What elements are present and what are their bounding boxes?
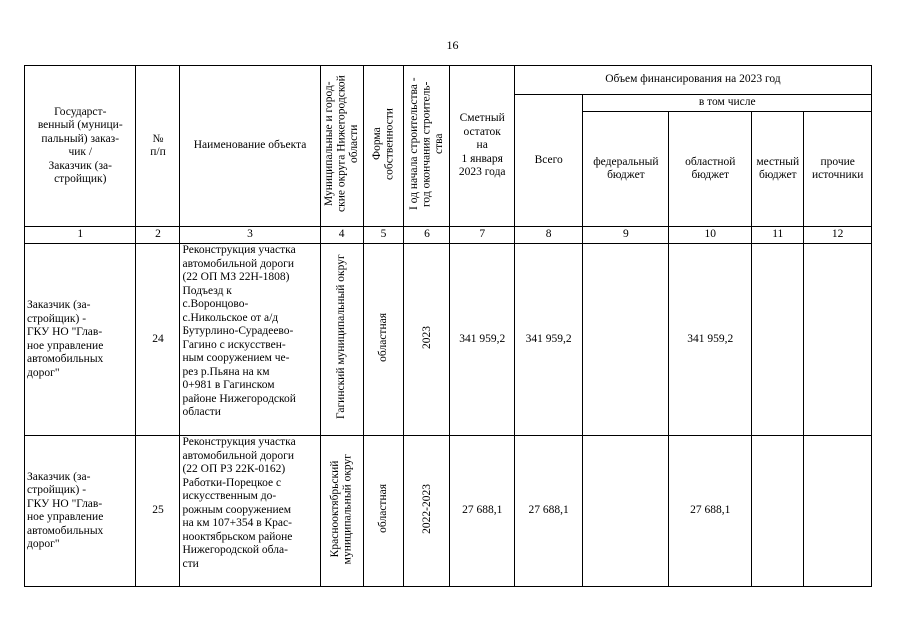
row-customer: Заказчик (за- стройщик) - ГКУ НО "Глав- ное управление автомобильных дорог" <box>27 299 104 379</box>
column-number: 7 <box>450 227 514 244</box>
row-local <box>752 436 804 587</box>
row-other <box>804 244 872 436</box>
table-row <box>25 436 872 587</box>
header-financing: Объем финансирования на 2023 год <box>605 73 781 86</box>
column-number: 11 <box>752 227 804 244</box>
header-estimate: Сметный остаток на 1 января 2023 года <box>458 112 506 179</box>
header-years: I од начала строительства - год окончания строитель- ства <box>408 77 446 211</box>
row-estimate: 27 688,1 <box>450 436 514 587</box>
column-number: 9 <box>583 227 669 244</box>
header-local: местный бюджет <box>756 155 800 181</box>
header-object-name: Наименование объекта <box>193 139 307 152</box>
column-numbers-row <box>25 227 872 244</box>
row-district: Гагинский муниципальный округ <box>335 254 348 420</box>
row-object-name: Реконструкция участка автомобильной дороги (22 ОП РЗ 22К-0162) Работки-Порецкое с искусственным до- рожным сооружением на км 107+354 в Крас- нооктябрьском районе Нижегородской обла- сти <box>182 436 296 570</box>
row-customer: Заказчик (за- стройщик) - ГКУ НО "Глав- ное управление автомобильных дорог" <box>27 470 104 550</box>
row-local <box>752 244 804 436</box>
header-row-1 <box>25 66 872 95</box>
page-number: 16 <box>446 38 459 52</box>
column-number: 2 <box>136 227 180 244</box>
row-federal <box>583 244 669 436</box>
header-district: Муниципальные и город- ские округа Нижегородской области <box>322 75 360 213</box>
row-regional: 341 959,2 <box>669 244 752 436</box>
row-other <box>804 436 872 587</box>
header-customer: Государст- венный (муници- пальный) заказ- чик / Заказчик (за- стройщик) <box>37 105 123 185</box>
financing-table <box>24 65 872 587</box>
column-number: 12 <box>804 227 872 244</box>
column-number: 8 <box>514 227 583 244</box>
column-number: 6 <box>404 227 450 244</box>
row-district: Краснооктябрьский муниципальный округ <box>329 453 354 564</box>
row-number: 24 <box>136 244 180 436</box>
column-number: 3 <box>180 227 320 244</box>
row-regional: 27 688,1 <box>669 436 752 587</box>
column-number: 1 <box>25 227 136 244</box>
header-total: Всего <box>534 153 563 166</box>
row-total: 341 959,2 <box>514 244 583 436</box>
column-number: 4 <box>320 227 363 244</box>
row-total: 27 688,1 <box>514 436 583 587</box>
header-federal: федеральный бюджет <box>593 155 659 181</box>
column-number: 10 <box>669 227 752 244</box>
row-years: 2023 <box>420 325 433 349</box>
column-number: 5 <box>363 227 404 244</box>
header-other: прочие источники <box>811 155 864 181</box>
row-estimate: 341 959,2 <box>450 244 514 436</box>
table-row <box>25 244 872 436</box>
row-ownership: областная <box>377 484 390 534</box>
row-federal <box>583 436 669 587</box>
header-including: в том числе <box>698 96 756 109</box>
row-years: 2022-2023 <box>420 483 433 534</box>
row-number: 25 <box>136 436 180 587</box>
header-regional: областной бюджет <box>685 155 736 181</box>
header-number: № п/п <box>150 132 166 158</box>
row-ownership: областная <box>377 312 390 362</box>
header-ownership: Форма собственности <box>371 107 396 180</box>
row-object-name: Реконструкция участка автомобильной дороги (22 ОП МЗ 22Н-1808) Подъезд к с.Воронцово- с.Никольское от а/д Бутурлино-Сурадеево- Гагино с искусствен- ным сооружением че- рез р.Пьяна на км 0+981 в Гагинском районе Нижегородской области <box>182 244 296 418</box>
